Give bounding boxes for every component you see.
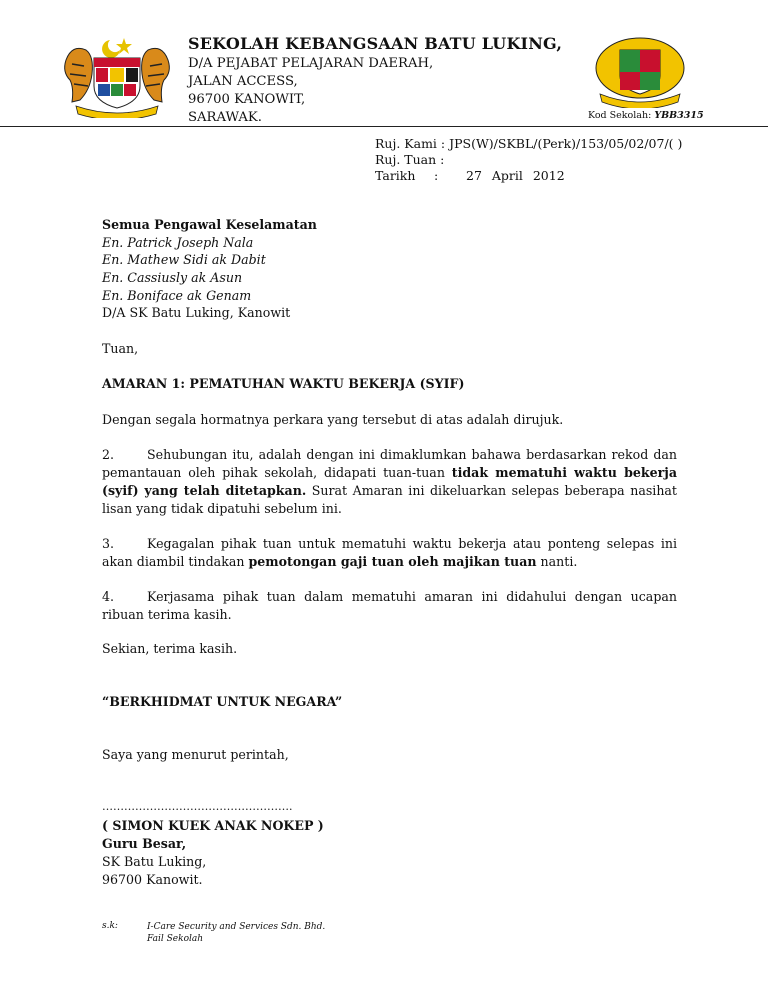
- recipient-title: Semua Pengawal Keselamatan: [102, 217, 317, 232]
- signatory-school: SK Batu Luking,: [102, 854, 207, 869]
- motto: “BERKHIDMAT UNTUK NEGARA”: [102, 694, 343, 709]
- address-line-2: JALAN ACCESS,: [188, 74, 298, 89]
- paragraph-number: 4.: [102, 589, 115, 604]
- tarikh-value: 27 April 2012: [466, 168, 565, 183]
- paragraph-3: [102, 535, 677, 571]
- signatory-position: Guru Besar,: [102, 836, 187, 851]
- copies-label: s.k:: [102, 921, 118, 931]
- tarikh-colon: :: [434, 168, 439, 183]
- paragraph-4: [102, 588, 677, 624]
- paragraph-text: Kegagalan pihak tuan untuk mematuhi waktu bekerja atau ponteng selepas ini akan diambil tindakan: [102, 536, 677, 569]
- tarikh-label: Tarikh: [375, 168, 416, 183]
- paragraph-text: Sehubungan itu, adalah dengan ini dimaklumkan bahawa berdasarkan rekod dan pemantauan oleh pihak sekolah, didapati tuan-tuan: [102, 447, 677, 480]
- signature-line: …………………………………………….: [102, 800, 293, 813]
- school-logo: [592, 36, 688, 108]
- recipient-name: En. Boniface ak Genam: [102, 288, 252, 303]
- school-code-label: Kod Sekolah:: [588, 110, 652, 121]
- coat-of-arms-logo: [58, 30, 176, 118]
- recipient-address: D/A SK Batu Luking, Kanowit: [102, 305, 291, 320]
- closing: Sekian, terima kasih.: [102, 641, 238, 656]
- address-line-3: 96700 KANOWIT,: [188, 92, 306, 107]
- ruj-kami: Ruj. Kami : JPS(W)/SKBL/(Perk)/153/05/02/07/( ): [375, 136, 683, 151]
- signatory-town: 96700 Kanowit.: [102, 872, 203, 887]
- recipient-name: En. Mathew Sidi ak Dabit: [102, 252, 266, 267]
- paragraph-emphasis: tidak mematuhi waktu bekerja (syif) yang telah ditetapkan.: [102, 465, 677, 498]
- sign-off: Saya yang menurut perintah,: [102, 747, 289, 762]
- copy-recipient: Fail Sekolah: [147, 934, 204, 944]
- paragraph-number: 2.: [102, 447, 115, 462]
- paragraph-text: Surat Amaran ini dikeluarkan selepas beberapa nasihat lisan yang tidak dipatuhi sebelum ini.: [102, 483, 677, 516]
- salutation: Tuan,: [102, 341, 139, 356]
- copies-list: [147, 921, 325, 945]
- school-code-value: YBB3315: [654, 110, 704, 121]
- recipient-name: En. Patrick Joseph Nala: [102, 235, 254, 250]
- paragraph-number: 3.: [102, 536, 115, 551]
- paragraph-text: Kerjasama pihak tuan dalam mematuhi amaran ini didahului dengan ucapan ribuan terima kasih.: [102, 589, 677, 622]
- intro-paragraph: Dengan segala hormatnya perkara yang tersebut di atas adalah dirujuk.: [102, 412, 564, 427]
- address-line-1: D/A PEJABAT PELAJARAN DAERAH,: [188, 56, 434, 71]
- paragraph-emphasis: pemotongan gaji tuan oleh majikan tuan: [248, 554, 537, 569]
- address-line-4: SARAWAK.: [188, 110, 262, 125]
- paragraph-text: nanti.: [536, 554, 578, 569]
- signatory-name: ( SIMON KUEK ANAK NOKEP ): [102, 818, 324, 833]
- header-divider: [0, 126, 768, 127]
- letter-subject: AMARAN 1: PEMATUHAN WAKTU BEKERJA (SYIF): [102, 376, 465, 391]
- recipient-name: En. Cassiusly ak Asun: [102, 270, 243, 285]
- ruj-tuan: Ruj. Tuan :: [375, 152, 445, 167]
- paragraph-2: [102, 446, 677, 518]
- school-code: [588, 110, 704, 121]
- school-name: SEKOLAH KEBANGSAAN BATU LUKING,: [188, 34, 563, 53]
- copy-recipient: I-Care Security and Services Sdn. Bhd.: [147, 922, 326, 932]
